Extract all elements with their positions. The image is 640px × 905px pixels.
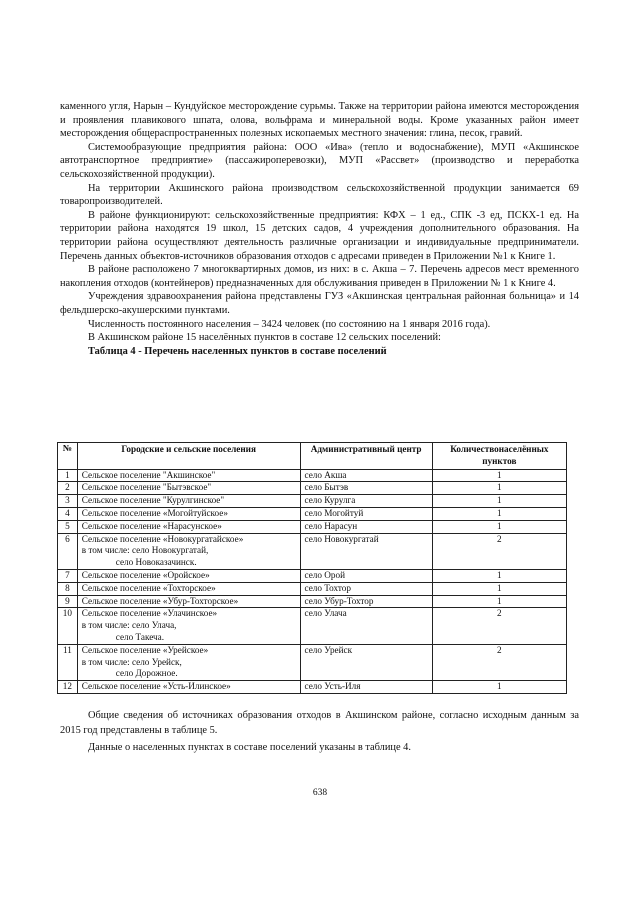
settlement-name: Сельское поселение «Могойтуйское»	[81, 507, 228, 518]
row-center: село Убур-Тохтор	[300, 595, 432, 608]
row-number: 3	[58, 495, 78, 508]
row-settlement	[77, 582, 300, 595]
settlement-name: Сельское поселение «Оройское»	[81, 569, 210, 580]
table-row	[58, 482, 567, 495]
row-number: 5	[58, 520, 78, 533]
closing-text	[60, 709, 579, 759]
row-count: 1	[432, 482, 566, 495]
settlement-name: Сельское поселение «Новокургатайское»	[81, 533, 244, 544]
row-number: 7	[58, 569, 78, 582]
row-number: 6	[58, 533, 78, 569]
row-count: 1	[432, 681, 566, 694]
row-number: 8	[58, 582, 78, 595]
row-count: 1	[432, 520, 566, 533]
row-center: село Нарасун	[300, 520, 432, 533]
table-row	[58, 495, 567, 508]
settlement-subline: село Новоказачинск.	[115, 557, 197, 568]
settlement-name: Сельское поселение «Тохторское»	[81, 582, 216, 593]
table-header-row	[58, 443, 567, 470]
row-center: село Акша	[300, 469, 432, 482]
row-count: 1	[432, 595, 566, 608]
settlement-subline: село Дорожное.	[115, 668, 178, 679]
row-settlement	[77, 482, 300, 495]
row-number: 11	[58, 644, 78, 680]
row-number: 12	[58, 681, 78, 694]
table-row	[58, 644, 567, 680]
row-number: 9	[58, 595, 78, 608]
table-row	[58, 520, 567, 533]
settlement-subline: в том числе: село Урейск,	[81, 656, 182, 667]
table-row	[58, 595, 567, 608]
row-settlement	[77, 469, 300, 482]
row-settlement	[77, 644, 300, 680]
header-center: Административный центр	[300, 443, 432, 470]
paragraph: На территории Акшинского района производством сельскохозяйственной продукции занимается 69 товаропроизводителей.	[60, 182, 579, 208]
row-count: 1	[432, 507, 566, 520]
settlement-subline: в том числе: село Улача,	[81, 620, 177, 631]
settlement-name: Сельское поселение «Убур-Тохторское»	[81, 595, 239, 606]
row-settlement	[77, 569, 300, 582]
row-center: село Бытэв	[300, 482, 432, 495]
row-count: 2	[432, 608, 566, 644]
paragraph: каменного угля, Нарын – Кундуйское месторождение сурьмы. Также на территории района имеются месторождения и проявления плавикового шпата, олова, вольфрама и минеральной воды. Кроме указанных район имеет месторождения общераспространенных полезных ископаемых местного значения: глина, песок, гравий.	[60, 101, 579, 140]
row-settlement	[77, 681, 300, 694]
table-intro: В Акшинском районе 15 населённых пунктов в составе 12 сельских поселений:	[88, 332, 441, 344]
row-count: 1	[432, 569, 566, 582]
row-center: село Орой	[300, 569, 432, 582]
paragraph: В районе функционируют: сельскохозяйственные предприятия: КФХ – 1 ед., СПК -3 ед, ПСКХ-1 ед. На территории района находятся 19 школ, 15 детских садов, 4 учреждения дополнительного образования. На территории района осуществляют деятельность различные организации и индивидуальные предприниматели. Перечень данных объектов-источников образования отходов с адресами приведен в Приложении №1 к Книге 1.	[60, 209, 579, 262]
row-count: 2	[432, 533, 566, 569]
paragraph: Численность постоянного населения – 3424 человек (по состоянию на 1 января 2016 года).	[88, 318, 491, 330]
paragraph: Системообразующие предприятия района: ООО «Ива» (тепло и водоснабжение), МУП «Акшинское автотранспортное предприятие» (пассажироперевозки), МУП «Рассвет» (производство и переработка сельскохозяйственной продукции).	[60, 141, 579, 180]
row-number: 4	[58, 507, 78, 520]
row-count: 1	[432, 495, 566, 508]
row-center: село Урейск	[300, 644, 432, 680]
page-number: 638	[312, 788, 328, 798]
table-row	[58, 533, 567, 569]
table-row	[58, 469, 567, 482]
row-number: 2	[58, 482, 78, 495]
paragraph: В районе расположено 7 многоквартирных домов, из них: в с. Акша – 7. Перечень адресов мест временного накопления отходов (контейнеров) предназначенных для обслуживания приведен в Приложении № 1 к Книге 4.	[60, 264, 579, 289]
table-body	[58, 469, 567, 693]
row-settlement	[77, 495, 300, 508]
settlement-name: Сельское поселение «Урейское»	[81, 644, 209, 655]
row-number: 10	[58, 608, 78, 644]
settlement-subline: село Такеча.	[115, 631, 165, 642]
table-title: Таблица 4 - Перечень населенных пунктов в составе поселений	[88, 345, 387, 357]
row-settlement	[77, 520, 300, 533]
table-row	[58, 569, 567, 582]
row-settlement	[77, 507, 300, 520]
paragraph: Учреждения здравоохранения района представлены ГУЗ «Акшинская центральная районная больница» и 14 фельдшерско-акушерскими пунктами.	[60, 291, 579, 316]
row-count: 1	[432, 582, 566, 595]
row-center: село Улача	[300, 608, 432, 644]
row-settlement	[77, 533, 300, 569]
row-settlement	[77, 608, 300, 644]
row-center: село Усть-Иля	[300, 681, 432, 694]
row-center: село Могойтуй	[300, 507, 432, 520]
settlement-name: Сельское поселение «Усть-Илинское»	[81, 681, 231, 692]
row-center: село Курулга	[300, 495, 432, 508]
header-settlement: Городские и сельские поселения	[77, 443, 300, 470]
row-settlement	[77, 595, 300, 608]
paragraph: Общие сведения об источниках образования отходов в Акшинском районе, согласно исходным данным за 2015 год представлены в таблице 5.	[60, 710, 579, 736]
settlement-name: Сельское поселение "Акшинское"	[81, 469, 216, 480]
header-count: Количествонаселённых пунктов	[432, 443, 566, 470]
row-center: село Тохтор	[300, 582, 432, 595]
settlement-name: Сельское поселение «Улачинское»	[81, 608, 218, 619]
settlement-subline: в том числе: село Новокургатай,	[81, 545, 209, 556]
row-number: 1	[58, 469, 78, 482]
header-number: №	[58, 443, 78, 470]
settlement-name: Сельское поселение "Курулгинское"	[81, 495, 225, 506]
settlement-name: Сельское поселение «Нарасунское»	[81, 520, 222, 531]
row-count: 1	[432, 469, 566, 482]
table-row	[58, 681, 567, 694]
settlement-name: Сельское поселение "Бытэвское"	[81, 482, 212, 493]
table-row	[58, 507, 567, 520]
row-center: село Новокургатай	[300, 533, 432, 569]
body-text	[60, 100, 579, 358]
row-count: 2	[432, 644, 566, 680]
table-row	[58, 582, 567, 595]
paragraph: Данные о населенных пунктах в составе поселений указаны в таблице 4.	[88, 742, 411, 753]
table-row	[58, 608, 567, 644]
settlements-table	[57, 442, 567, 694]
